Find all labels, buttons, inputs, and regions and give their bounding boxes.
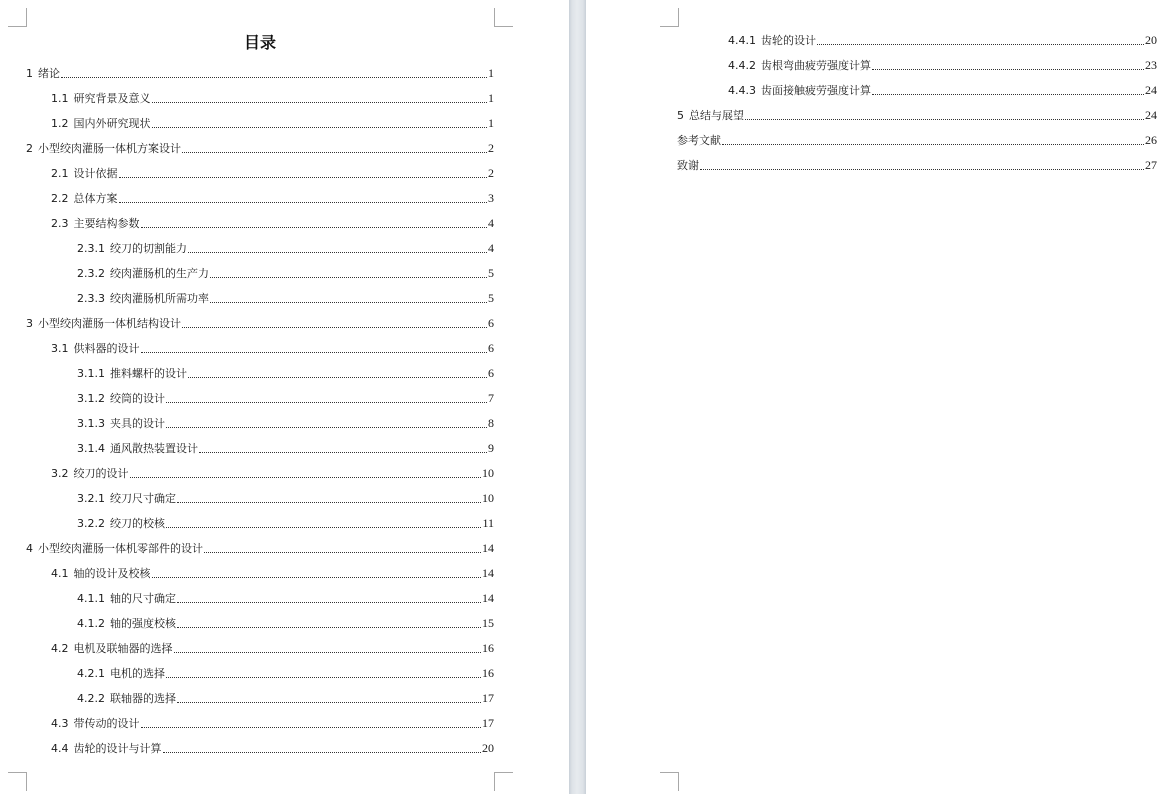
- toc-entry-title: 齿轮的设计: [761, 34, 816, 47]
- toc-entry[interactable]: [586, 151, 1169, 176]
- toc-entry-number: 2.3.3: [77, 292, 105, 305]
- toc-dot-leader: [872, 93, 1144, 95]
- toc-entry-page-number: 23: [1145, 58, 1157, 72]
- toc-dot-leader: [141, 351, 488, 353]
- toc-entry[interactable]: [0, 684, 569, 709]
- toc-entry-number: 2.2: [51, 192, 69, 205]
- toc-entry[interactable]: [0, 359, 569, 384]
- toc-entry-number: 3.1.3: [77, 417, 105, 430]
- toc-entry-page-number: 2: [488, 141, 494, 155]
- toc-entry-number: 1: [26, 67, 33, 80]
- toc-dot-leader: [61, 76, 487, 78]
- toc-dot-leader: [817, 43, 1144, 45]
- crop-mark-bottom-left: [660, 772, 679, 791]
- toc-entry-page-number: 6: [488, 341, 494, 355]
- page-right: [586, 0, 1169, 794]
- toc-entry[interactable]: [0, 609, 569, 634]
- toc-entry-page-number: 4: [488, 241, 494, 255]
- toc-entry-number: 4: [26, 542, 33, 555]
- toc-entry-number: 4.4: [51, 742, 69, 755]
- toc-entry-number: 2.3: [51, 217, 69, 230]
- toc-entry-title: 绞刀尺寸确定: [110, 492, 176, 505]
- toc-entry-page-number: 6: [488, 316, 494, 330]
- toc-dot-leader: [152, 126, 488, 128]
- toc-dot-leader: [872, 68, 1144, 70]
- toc-entry[interactable]: [0, 84, 569, 109]
- toc-entry-number: 2.3.1: [77, 242, 105, 255]
- toc-entry-page-number: 7: [488, 391, 494, 405]
- toc-entry-title: 通风散热装置设计: [110, 442, 198, 455]
- toc-entry[interactable]: [0, 659, 569, 684]
- toc-entry-number: 4.2.1: [77, 667, 105, 680]
- toc-dot-leader: [188, 251, 487, 253]
- toc-entry-title: 齿根弯曲疲劳强度计算: [761, 59, 871, 72]
- toc-entry-title: 绞刀的切割能力: [110, 242, 187, 255]
- toc-entry[interactable]: [586, 101, 1169, 126]
- toc-entry-number: 1.1: [51, 92, 69, 105]
- toc-entry-page-number: 3: [488, 191, 494, 205]
- toc-entry[interactable]: [586, 126, 1169, 151]
- toc-entry-title: 推料螺杆的设计: [110, 367, 187, 380]
- crop-mark-bottom-left: [8, 772, 27, 791]
- toc-entry-title: 致谢: [677, 159, 699, 172]
- toc-dot-leader: [182, 326, 487, 328]
- crop-mark-top-right: [494, 8, 513, 27]
- toc-dot-leader: [152, 101, 488, 103]
- toc-entry-number: 3.1.2: [77, 392, 105, 405]
- toc-entry-page-number: 17: [482, 716, 494, 730]
- toc-dot-leader: [210, 301, 487, 303]
- toc-entry-title: 电机的选择: [110, 667, 165, 680]
- toc-entry-title: 轴的强度校核: [110, 617, 176, 630]
- toc-dot-leader: [141, 226, 488, 228]
- toc-entry-title: 齿轮的设计与计算: [73, 742, 162, 755]
- toc-dot-leader: [177, 601, 481, 603]
- toc-entry-title: 国内外研究现状: [73, 117, 151, 130]
- toc-entry[interactable]: [0, 509, 569, 534]
- toc-dot-leader: [745, 118, 1144, 120]
- toc-entry-number: 3: [26, 317, 33, 330]
- toc-entry-title: 绞肉灌肠机的生产力: [110, 267, 209, 280]
- toc-entry-page-number: 1: [488, 91, 494, 105]
- toc-entry-page-number: 5: [488, 291, 494, 305]
- toc-entry-title: 带传动的设计: [73, 717, 140, 730]
- toc-entry-number: 4.1.2: [77, 617, 105, 630]
- toc-entry-page-number: 14: [482, 591, 494, 605]
- toc-dot-leader: [210, 276, 487, 278]
- toc-dot-leader: [163, 751, 482, 753]
- toc-entry-number: 3.2.2: [77, 517, 105, 530]
- toc-entry[interactable]: [0, 559, 569, 584]
- toc-entry[interactable]: [0, 134, 569, 159]
- toc-entry-number: 4.2: [51, 642, 69, 655]
- toc-entry-page-number: 24: [1145, 108, 1157, 122]
- toc-entry[interactable]: [0, 284, 569, 309]
- toc-entry[interactable]: [0, 584, 569, 609]
- toc-dot-leader: [152, 576, 482, 578]
- toc-entry-title: 小型绞肉灌肠一体机结构设计: [38, 317, 181, 330]
- toc-entry-page-number: 4: [488, 216, 494, 230]
- toc-entry-page-number: 6: [488, 366, 494, 380]
- toc-entry-title: 总结与展望: [689, 109, 744, 122]
- toc-entry[interactable]: [0, 159, 569, 184]
- toc-entry[interactable]: [586, 26, 1169, 51]
- toc-entry-number: 4.4.1: [728, 34, 756, 47]
- toc-entry[interactable]: [0, 309, 569, 334]
- toc-entry-page-number: 5: [488, 266, 494, 280]
- toc-entry-title: 齿面接触疲劳强度计算: [761, 84, 871, 97]
- toc-entry-title: 供料器的设计: [73, 342, 140, 355]
- toc-entry[interactable]: [0, 409, 569, 434]
- toc-entry[interactable]: [0, 634, 569, 659]
- toc-entry-title: 主要结构参数: [73, 217, 140, 230]
- toc-entry-title: 设计依据: [73, 167, 118, 180]
- toc-entry-page-number: 17: [482, 691, 494, 705]
- toc-entry-number: 1.2: [51, 117, 69, 130]
- toc-entry[interactable]: [0, 234, 569, 259]
- toc-entry[interactable]: [0, 709, 569, 734]
- toc-dot-leader: [119, 201, 488, 203]
- toc-dot-leader: [166, 426, 487, 428]
- toc-entry-title: 绞刀的设计: [73, 467, 129, 480]
- toc-dot-leader: [177, 626, 481, 628]
- toc-entry[interactable]: [586, 76, 1169, 101]
- toc-entry-page-number: 11: [482, 516, 494, 530]
- toc-dot-leader: [174, 651, 482, 653]
- toc-entry-number: 4.2.2: [77, 692, 105, 705]
- toc-entry[interactable]: [0, 334, 569, 359]
- crop-mark-bottom-right: [494, 772, 513, 791]
- toc-entry-title: 小型绞肉灌肠一体机方案设计: [38, 142, 181, 155]
- toc-entry-number: 3.2: [51, 467, 69, 480]
- toc-entry[interactable]: [586, 51, 1169, 76]
- toc-entry[interactable]: [0, 434, 569, 459]
- toc-entry-number: 2: [26, 142, 33, 155]
- toc-entry-title: 电机及联轴器的选择: [73, 642, 173, 655]
- toc-dot-leader: [204, 551, 481, 553]
- toc-entry-page-number: 16: [482, 666, 494, 680]
- toc-entry-page-number: 15: [482, 616, 494, 630]
- toc-entry-page-number: 1: [488, 116, 494, 130]
- toc-entry-title: 绞筒的设计: [110, 392, 165, 405]
- toc-entry-number: 4.4.2: [728, 59, 756, 72]
- toc-entry-title: 总体方案: [73, 192, 118, 205]
- toc-dot-leader: [166, 401, 487, 403]
- toc-entry-number: 4.3: [51, 717, 69, 730]
- toc-entry-title: 轴的尺寸确定: [110, 592, 176, 605]
- toc-entry-number: 4.4.3: [728, 84, 756, 97]
- toc-entry-title: 联轴器的选择: [110, 692, 176, 705]
- toc-entry[interactable]: [0, 459, 569, 484]
- toc-entry-title: 轴的设计及校核: [73, 567, 151, 580]
- toc-dot-leader: [119, 176, 488, 178]
- toc-dot-leader: [188, 376, 487, 378]
- toc-entry-page-number: 14: [482, 566, 494, 580]
- toc-entry-title: 绞刀的校核: [110, 517, 165, 530]
- toc-entry-number: 4.1: [51, 567, 69, 580]
- toc-entry[interactable]: [0, 209, 569, 234]
- crop-mark-top-left: [660, 8, 679, 27]
- page-left: [0, 0, 569, 794]
- toc-entry-page-number: 1: [488, 66, 494, 80]
- toc-entry-title: 绪论: [38, 67, 60, 80]
- toc-entry[interactable]: [0, 534, 569, 559]
- toc-entry[interactable]: [0, 184, 569, 209]
- toc-dot-leader: [199, 451, 487, 453]
- toc-entry-page-number: 9: [488, 441, 494, 455]
- toc-entry[interactable]: [0, 59, 569, 84]
- crop-mark-top-left: [8, 8, 27, 27]
- toc-dot-leader: [177, 501, 481, 503]
- toc-entry-title: 绞肉灌肠机所需功率: [110, 292, 209, 305]
- toc-dot-leader: [166, 676, 481, 678]
- toc-entry-page-number: 27: [1145, 158, 1157, 172]
- toc-dot-leader: [700, 168, 1144, 170]
- toc-entry-page-number: 10: [482, 466, 494, 480]
- toc-entry-number: 4.1.1: [77, 592, 105, 605]
- toc-entry-page-number: 20: [1145, 33, 1157, 47]
- toc-dot-leader: [166, 526, 481, 528]
- page-gutter: [569, 0, 586, 794]
- toc-list-left: [0, 59, 569, 759]
- toc-entry-page-number: 26: [1145, 133, 1157, 147]
- toc-entry-page-number: 24: [1145, 83, 1157, 97]
- toc-entry[interactable]: [0, 259, 569, 284]
- toc-entry-page-number: 2: [488, 166, 494, 180]
- toc-list-right: [586, 26, 1169, 176]
- toc-dot-leader: [141, 726, 482, 728]
- toc-dot-leader: [177, 701, 481, 703]
- toc-dot-leader: [130, 476, 482, 478]
- toc-entry-page-number: 10: [482, 491, 494, 505]
- toc-entry-number: 3.1.1: [77, 367, 105, 380]
- toc-entry-title: 夹具的设计: [110, 417, 165, 430]
- toc-dot-leader: [182, 151, 487, 153]
- toc-entry-page-number: 20: [482, 741, 494, 755]
- toc-entry-title: 小型绞肉灌肠一体机零部件的设计: [38, 542, 203, 555]
- toc-title: 目录: [243, 33, 276, 52]
- toc-entry-number: 2.3.2: [77, 267, 105, 280]
- toc-entry-page-number: 16: [482, 641, 494, 655]
- toc-entry-title: 参考文献: [677, 134, 721, 147]
- toc-entry[interactable]: [0, 484, 569, 509]
- toc-entry[interactable]: [0, 109, 569, 134]
- toc-entry-number: 5: [677, 109, 684, 122]
- toc-dot-leader: [722, 143, 1144, 145]
- toc-entry-number: 2.1: [51, 167, 69, 180]
- toc-entry-page-number: 14: [482, 541, 494, 555]
- toc-entry[interactable]: [0, 384, 569, 409]
- toc-entry-title: 研究背景及意义: [73, 92, 151, 105]
- toc-entry-number: 3.1.4: [77, 442, 105, 455]
- toc-entry-number: 3.1: [51, 342, 69, 355]
- toc-entry[interactable]: [0, 734, 569, 759]
- toc-entry-number: 3.2.1: [77, 492, 105, 505]
- toc-entry-page-number: 8: [488, 416, 494, 430]
